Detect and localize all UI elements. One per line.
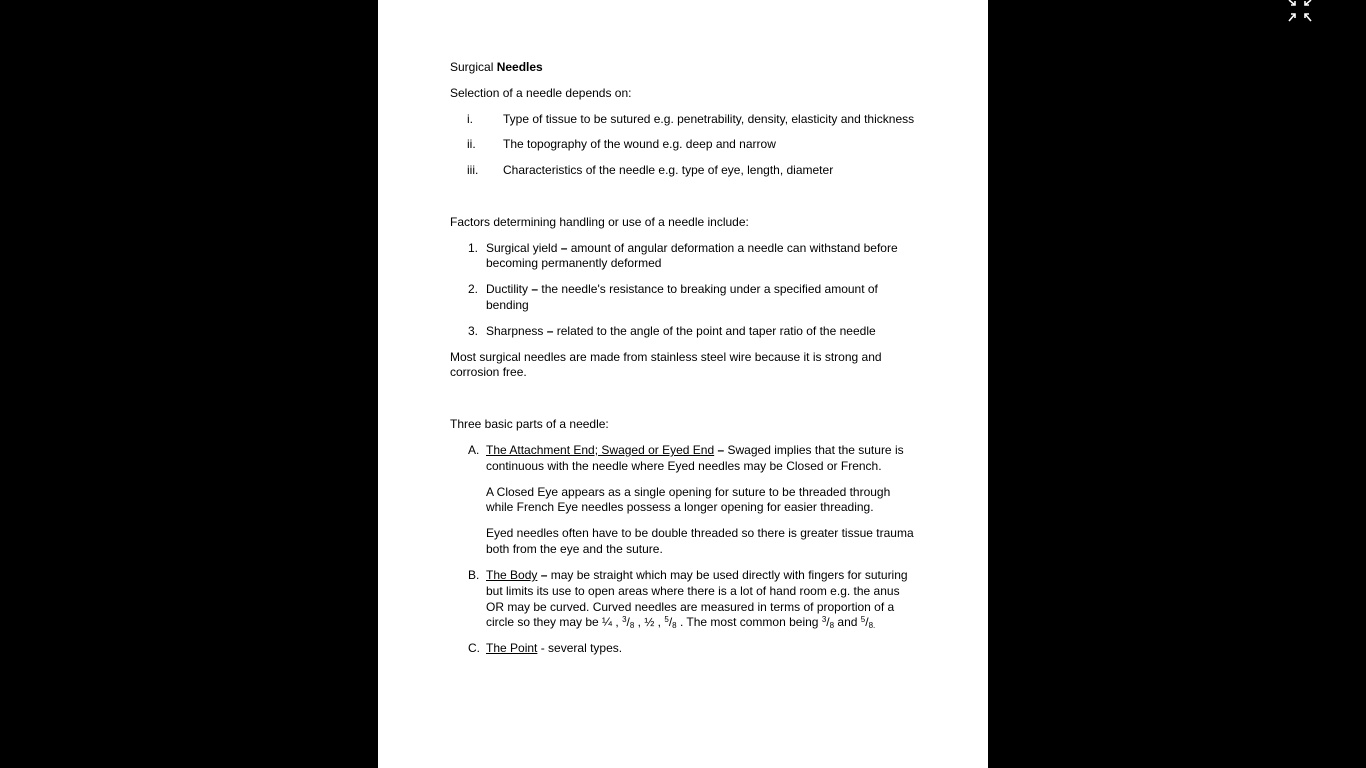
part-a-line: while French Eye needles possess a longer opening for easier threading. xyxy=(486,500,874,514)
part-a-line: Eyed needles often have to be double threaded so there is greater tissue trauma xyxy=(486,526,914,540)
list-item: Characteristics of the needle e.g. type of eye, length, diameter xyxy=(503,163,834,177)
part-b-fractions-line: circle so they may be ¼ , $^3/_8$ , ½ , $^5/_8$ . The most common being $^3/_8$ and $^5/_{8.}$ xyxy=(486,615,876,630)
title-normal: Surgical xyxy=(450,60,494,74)
list-marker: B. xyxy=(468,568,480,582)
list-marker: ii. xyxy=(467,137,476,151)
list-item: Type of tissue to be sutured e.g. penetrability, density, elasticity and thickness xyxy=(503,112,915,126)
list-marker: 3. xyxy=(468,324,479,338)
document-page xyxy=(378,0,988,768)
part-a-line: A Closed Eye appears as a single opening for suture to be threaded through xyxy=(486,485,891,499)
list-marker: iii. xyxy=(467,163,479,177)
list-marker: 1. xyxy=(468,241,479,255)
selection-intro: Selection of a needle depends on: xyxy=(450,86,632,100)
part-b-line: but limits its use to open areas where there is a lot of hand room e.g. the anus xyxy=(486,584,900,598)
part-c-point: The Point - several types. xyxy=(486,641,623,655)
steel-paragraph-line: corrosion free. xyxy=(450,365,527,379)
factor-item-sharpness: Sharpness – related to the angle of the point and taper ratio of the needle xyxy=(486,324,876,338)
part-a-attachment-end: The Attachment End; Swaged or Eyed End – Swaged implies that the suture is xyxy=(486,443,904,457)
list-marker: i. xyxy=(467,112,473,126)
title-bold: Needles xyxy=(496,60,543,74)
part-a-line: both from the eye and the suture. xyxy=(486,542,663,556)
list-item: The topography of the wound e.g. deep and narrow xyxy=(503,137,776,151)
collapse-arrows-icon[interactable] xyxy=(1287,0,1313,24)
list-marker: C. xyxy=(468,641,480,655)
part-a-line: continuous with the needle where Eyed needles may be Closed or French. xyxy=(486,459,882,473)
list-marker: 2. xyxy=(468,282,479,296)
factor-item-ductility: Ductility – the needle's resistance to breaking under a specified amount of xyxy=(486,282,878,296)
part-b-line: OR may be curved. Curved needles are measured in terms of proportion of a xyxy=(486,600,895,614)
page-title xyxy=(450,60,543,76)
steel-paragraph-line: Most surgical needles are made from stainless steel wire because it is strong and xyxy=(450,350,882,364)
factor-item-continuation: bending xyxy=(486,298,529,312)
factors-intro: Factors determining handling or use of a needle include: xyxy=(450,215,749,229)
parts-intro: Three basic parts of a needle: xyxy=(450,417,609,431)
factor-item-continuation: becoming permanently deformed xyxy=(486,256,662,270)
factor-item-surgical-yield: Surgical yield – amount of angular deformation a needle can withstand before xyxy=(486,241,898,255)
list-marker: A. xyxy=(468,443,480,457)
part-b-body: The Body – may be straight which may be used directly with fingers for suturing xyxy=(486,568,908,582)
